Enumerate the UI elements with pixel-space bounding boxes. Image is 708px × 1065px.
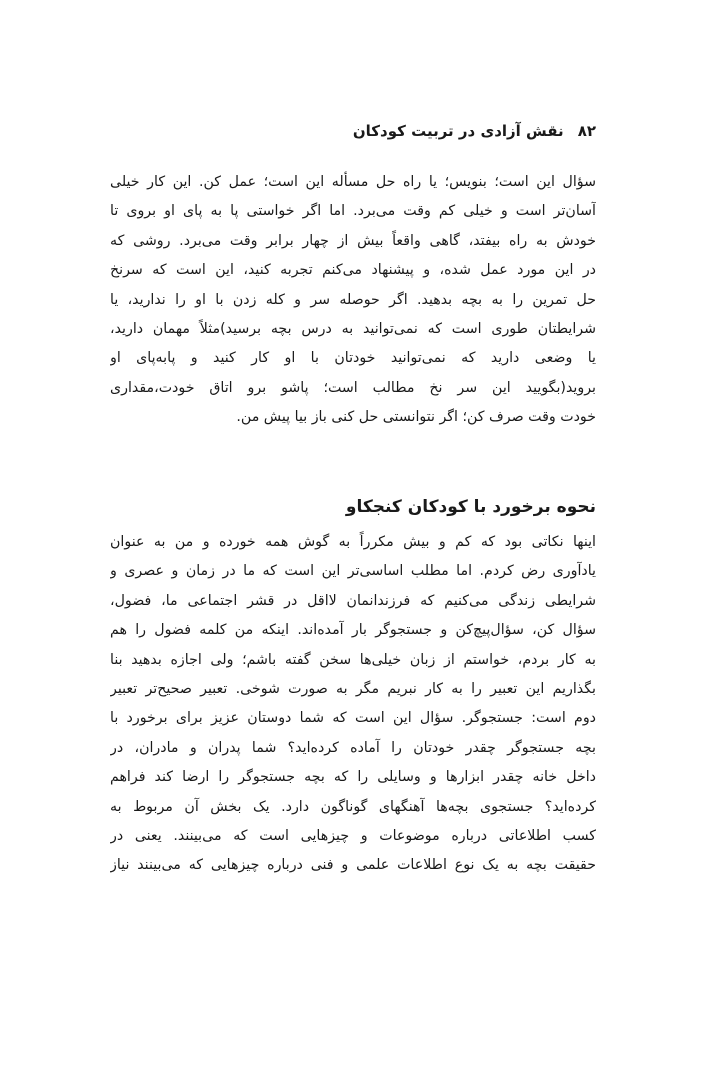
text-line: سؤال کن، سؤال‌پیچ‌کن و جستجوگر بار آمده‌اند. اینکه من کلمه فضول را هم	[110, 622, 596, 639]
book-title: نقش آزادی در تربیت کودکان	[352, 122, 564, 140]
text-line: شرایطی زندگی می‌کنیم که فرزندانمان لااقل در قشر اجتماعی ما، فضول،	[110, 592, 596, 609]
text-line: بچه جستجوگر چقدر خودتان را آماده کرده‌اید؟ شما پدران و مادران، در	[110, 739, 596, 756]
text-line: شرایطتان طوری است که نمی‌توانید به درس بچه برسید)مثلاً مهمان دارید،	[110, 320, 596, 337]
page-number: ۸۲	[577, 122, 596, 140]
text-line: خودش به راه بیفتد، گاهی واقعاً بیش از چهار برابر وقت می‌برد. روشی که	[110, 232, 596, 249]
text-line: آسان‌تر است و خیلی کم وقت می‌برد. اما اگر خواستی پا به پای او بروی تا	[110, 203, 596, 220]
text-line: سؤال این است؛ بنویس؛ یا راه حل مسأله این است؛ عمل کن. این کار خیلی	[110, 174, 596, 190]
section-heading-block	[110, 494, 596, 520]
text-line: کسب اطلاعاتی درباره موضوعات و چیزهایی است که می‌بینند. یعنی در	[110, 827, 596, 844]
text-line: به کار بردم، خواستم از زبان خیلی‌ها سخن گفته باشم؛ ولی اجازه بدهید بنا	[110, 651, 596, 668]
paragraph-1	[110, 168, 596, 433]
text-line: اینها نکاتی بود که کم و بیش مکرراً به گوش همه خورده و من به عنوان	[110, 534, 596, 550]
text-line: کرده‌اید؟ جستجوی بچه‌ها آهنگهای گوناگون دارد. یک بخش آن مربوط به	[110, 798, 596, 815]
text-line: بروید(بگویید این سر نخ مطالب است؛ پاشو برو اتاق خودت،مقداری	[110, 379, 596, 396]
text-line: خودت وقت صرف کن؛ اگر نتوانستی حل کنی باز بیا پیش من.	[236, 409, 596, 426]
paragraph-2	[110, 528, 596, 881]
text-line: بگذاریم این تعبیر را به کار نبریم مگر به صورت شوخی. تعبیر صحیح‌تر تعبیر	[110, 680, 596, 697]
running-header	[110, 118, 596, 144]
text-line: داخل خانه چقدر ابزارها و وسایلی را که بچه جستجوگر را ارضا کند فراهم	[110, 769, 596, 786]
section-heading: نحوه برخورد با کودکان کنجکاو	[345, 497, 596, 517]
text-line: در این مورد عمل شده، و پیشنهاد می‌کنم تجربه کنید، این است که سرنخ	[110, 262, 596, 279]
text-line: یا وضعی دارید که نمی‌توانید خودتان با او کار کنید و پابه‌پای او	[110, 350, 596, 367]
text-line: دوم است: جستجوگر. سؤال این است که شما دوستان عزیز برای برخورد با	[110, 710, 596, 727]
text-line: یادآوری رض کردم. اما مطلب اساسی‌تر این است که ما در زمان و عصری و	[110, 563, 596, 580]
text-line: حقیقت بچه به یک نوع اطلاعات علمی و فنی درباره چیزهایی که می‌بینند نیاز	[110, 857, 596, 874]
text-line: حل تمرین را به بچه بدهید. اگر حوصله سر و کله زدن با او را ندارید، یا	[110, 291, 596, 308]
